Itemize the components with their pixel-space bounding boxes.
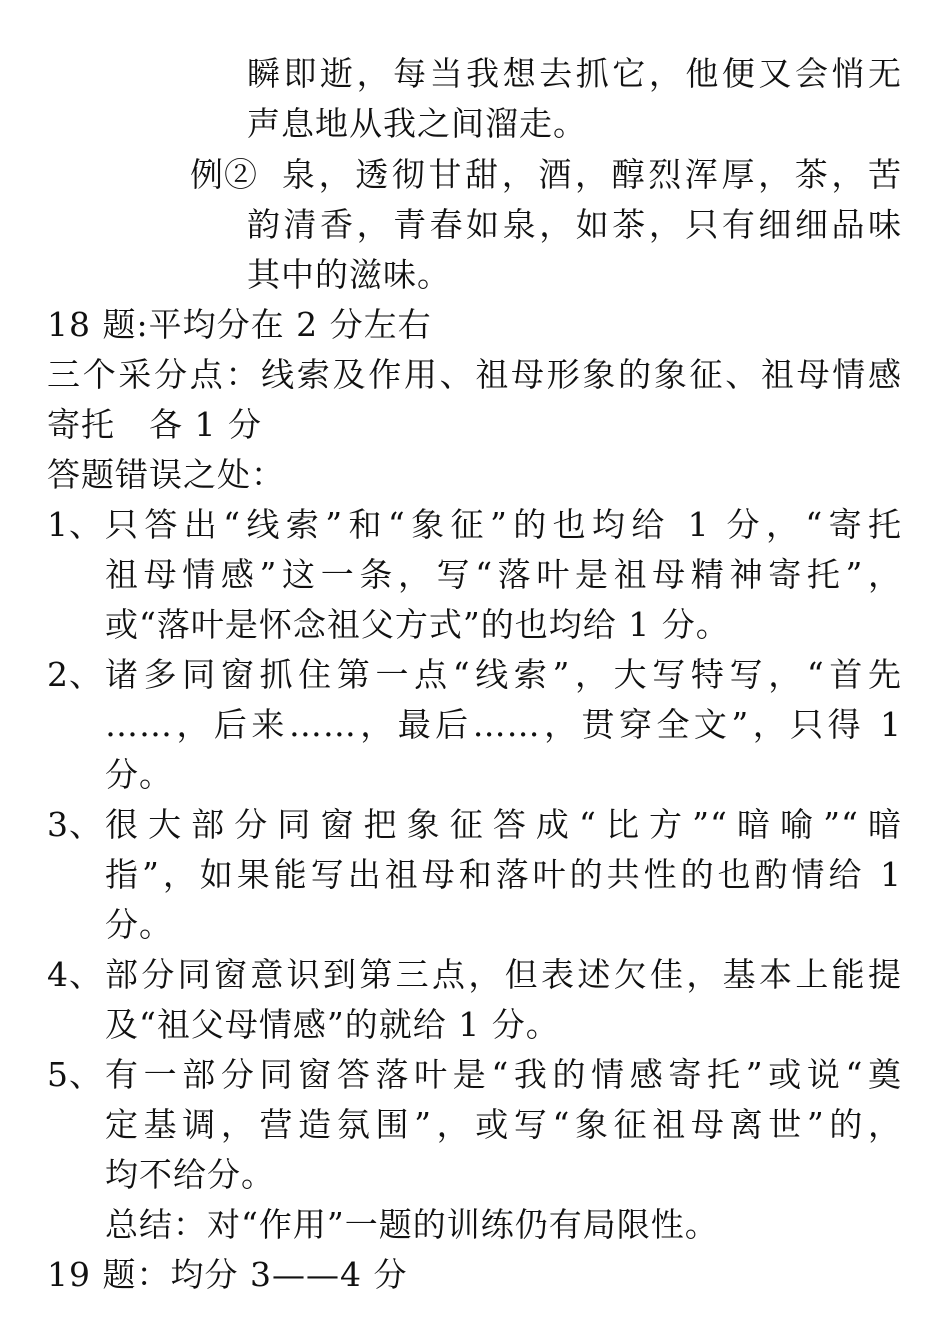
error-3-line-1: 很大部分同窗把象征答成“比方”“暗喻”“暗 <box>105 805 902 844</box>
error-1-line-1: 只答出“线索”和“象征”的也均给 1 分，“寄托 <box>105 505 902 544</box>
error-3-number: 3、 <box>47 805 103 844</box>
error-5-number: 5、 <box>47 1055 103 1094</box>
example-2-line-3: 其中的滋味。 <box>247 255 451 294</box>
error-4-line-2: 及“祖父母情感”的就给 1 分。 <box>105 1005 560 1044</box>
error-4-number: 4、 <box>47 955 103 994</box>
error-1-number: 1、 <box>47 505 103 544</box>
example-1-line-2: 声息地从我之间溜走。 <box>247 104 587 143</box>
q18-points-line-2: 寄托 各 1 分 <box>47 405 262 444</box>
error-2-number: 2、 <box>47 655 103 694</box>
q19-heading: 19 题：均分 3——4 分 <box>47 1255 408 1294</box>
error-5-line-1: 有一部分同窗答落叶是“我的情感寄托”或说“奠 <box>105 1055 902 1094</box>
error-2-line-1: 诸多同窗抓住第一点“线索”，大写特写，“首先 <box>105 655 902 694</box>
q18-summary: 总结：对“作用”一题的训练仍有局限性。 <box>105 1205 719 1244</box>
error-3-line-3: 分。 <box>105 905 173 944</box>
example-2-line-2: 韵清香，青春如泉，如茶，只有细细品味 <box>247 205 902 244</box>
error-3-line-2: 指”，如果能写出祖母和落叶的共性的也酌情给 1 <box>105 855 902 894</box>
q18-points-line-1: 三个采分点：线索及作用、祖母形象的象征、祖母情感 <box>47 355 902 394</box>
error-1-line-3: 或“落叶是怀念祖父方式”的也均给 1 分。 <box>105 605 730 644</box>
error-5-line-3: 均不给分。 <box>105 1155 275 1194</box>
error-4-line-1: 部分同窗意识到第三点，但表述欠佳，基本上能提 <box>105 955 902 994</box>
example-2-label: 例② <box>190 155 258 194</box>
error-5-line-2: 定基调，营造氛围”，或写“象征祖母离世”的， <box>105 1105 902 1144</box>
error-1-line-2: 祖母情感”这一条，写“落叶是祖母精神寄托”， <box>105 555 902 594</box>
error-2-line-3: 分。 <box>105 755 173 794</box>
q18-heading: 18 题:平均分在 2 分左右 <box>47 305 432 344</box>
example-2-line-1: 泉，透彻甘甜，酒，醇烈浑厚，茶，苦 <box>282 155 902 194</box>
q18-errors-heading: 答题错误之处： <box>47 455 285 494</box>
error-2-line-2: ……，后来……，最后……，贯穿全文”，只得 1 <box>105 705 902 744</box>
example-1-line-1: 瞬即逝，每当我想去抓它，他便又会悄无 <box>247 54 902 93</box>
